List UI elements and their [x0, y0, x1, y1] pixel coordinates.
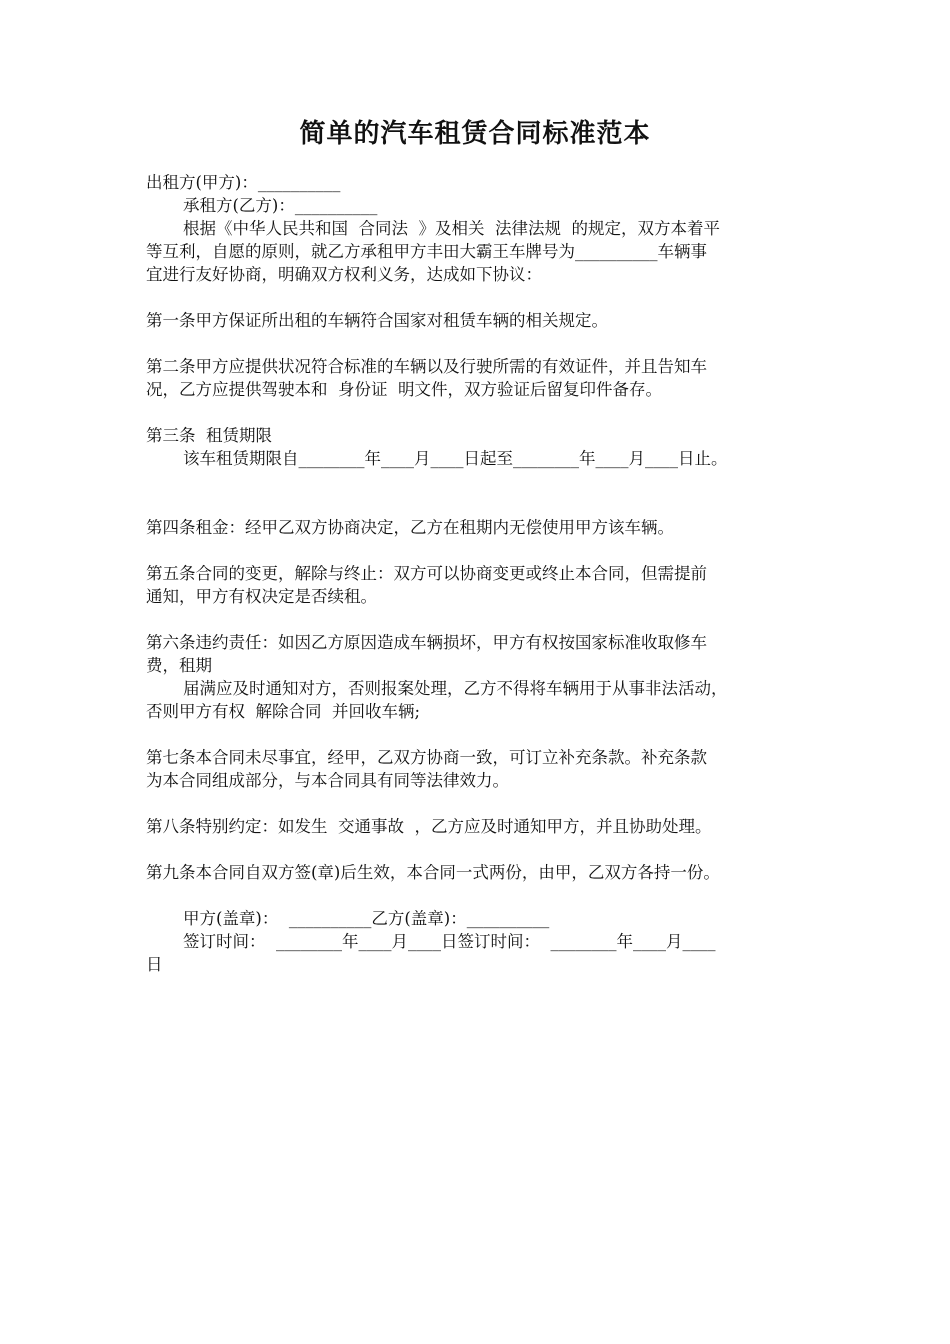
article-5-line-2: 通知，甲方有权决定是否续租。	[146, 587, 377, 606]
article-8: 第八条特别约定：如发生 交通事故 ，乙方应及时通知甲方，并且协助处理。	[146, 817, 712, 836]
article-4: 第四条租金：经甲乙双方协商决定，乙方在租期内无偿使用甲方该车辆。	[146, 518, 674, 537]
article-6-line-3: 届满应及时通知对方，否则报案处理，乙方不得将车辆用于从事非法活动，	[183, 679, 728, 698]
article-6-line-1: 第六条违约责任：如因乙方原因造成车辆损坏，甲方有权按国家标准收取修车	[146, 633, 707, 652]
article-3-term: 该车租赁期限自________年____月____日起至________年____月____日止。	[183, 449, 728, 468]
preamble-line-3: 宜进行友好协商，明确双方权利义务，达成如下协议：	[146, 265, 542, 284]
sign-date-line: 签订时间： ________年____月____日签订时间： ________年____月____	[183, 932, 716, 951]
signature-line: 甲方(盖章)： __________乙方(盖章)：__________	[183, 909, 550, 928]
article-2-line-1: 第二条甲方应提供状况符合标准的车辆以及行驶所需的有效证件，并且告知车	[146, 357, 707, 376]
document-title: 简单的汽车租赁合同标准范本	[299, 119, 651, 149]
article-3-heading: 第三条 租赁期限	[146, 426, 272, 445]
article-7-line-1: 第七条本合同未尽事宜，经甲，乙双方协商一致，可订立补充条款。补充条款	[146, 748, 707, 767]
article-6-line-4: 否则甲方有权 解除合同 并回收车辆;	[146, 702, 421, 721]
preamble-line-1: 根据《中华人民共和国 合同法 》及相关 法律法规 的规定，双方本着平	[183, 219, 720, 238]
article-2-line-2: 况，乙方应提供驾驶本和 身份证 明文件，双方验证后留复印件备存。	[146, 380, 662, 399]
lessor-line: 出租方(甲方)：__________	[146, 173, 341, 192]
article-9: 第九条本合同自双方签(章)后生效，本合同一式两份，由甲，乙双方各持一份。	[146, 863, 720, 882]
article-5-line-1: 第五条合同的变更，解除与终止：双方可以协商变更或终止本合同，但需提前	[146, 564, 707, 583]
preamble-line-2: 等互利，自愿的原则，就乙方承租甲方丰田大霸王车牌号为__________车辆事	[146, 242, 707, 261]
article-6-line-2: 费，租期	[146, 656, 212, 675]
contract-body	[146, 171, 814, 976]
sign-date-day: 日	[146, 955, 163, 974]
lessee-line: 承租方(乙方)：__________	[183, 196, 378, 215]
article-7-line-2: 为本合同组成部分，与本合同具有同等法律效力。	[146, 771, 509, 790]
article-1: 第一条甲方保证所出租的车辆符合国家对租赁车辆的相关规定。	[146, 311, 608, 330]
